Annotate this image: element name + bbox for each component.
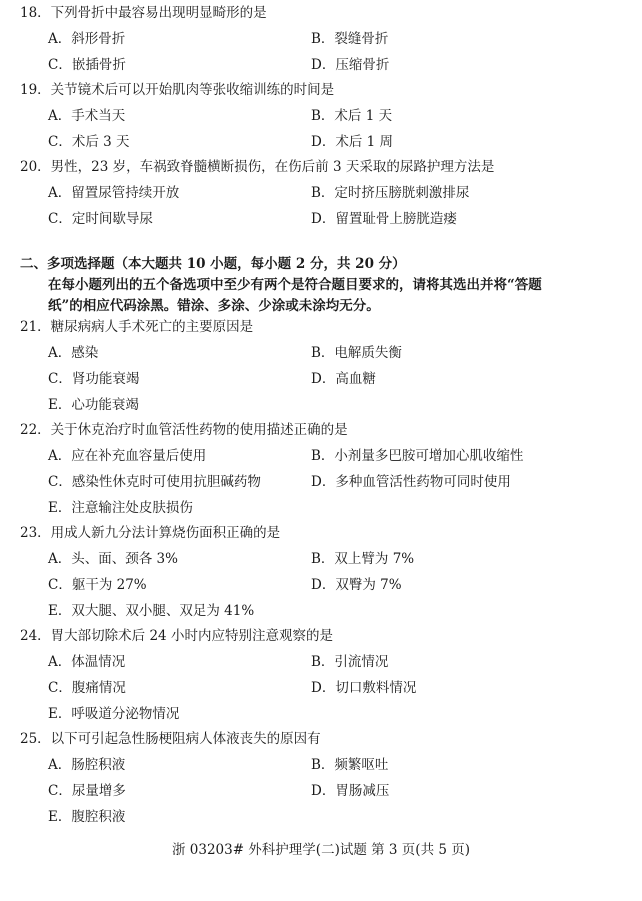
question-18-stem: 18．下列骨折中最容易出现明显畸形的是 — [20, 5, 267, 21]
question-18-option-b: B．裂缝骨折 — [311, 31, 389, 47]
question-23-option-d: D．双臀为 7% — [311, 577, 402, 593]
question-24-option-d: D．切口敷料情况 — [311, 680, 417, 696]
section-title: 二、多项选择题（本大题共 10 小题，每小题 2 分，共 20 分） — [20, 256, 406, 272]
question-22-option-d: D．多种血管活性药物可同时使用 — [311, 474, 511, 490]
question-19-stem: 19．关节镜术后可以开始肌肉等张收缩训练的时间是 — [20, 82, 335, 98]
question-22-option-c: C．感染性休克时可使用抗胆碱药物 — [48, 474, 261, 490]
question-19-option-d: D．术后 1 周 — [311, 134, 393, 150]
question-20-option-d: D．留置耻骨上膀胱造瘘 — [311, 211, 457, 227]
question-20-option-c: C．定时间歇导尿 — [48, 211, 153, 227]
question-22-option-a: A．应在补充血容量后使用 — [48, 448, 207, 464]
question-22-option-b: B．小剂量多巴胺可增加心肌收缩性 — [311, 448, 524, 464]
question-21-option-c: C．肾功能衰竭 — [48, 371, 140, 387]
question-21-option-b: B．电解质失衡 — [311, 345, 402, 361]
question-19-option-a: A．手术当天 — [48, 108, 126, 124]
question-25-option-c: C．尿量增多 — [48, 783, 126, 799]
question-22-stem: 22．关于休克治疗时血管活性药物的使用描述正确的是 — [20, 422, 348, 438]
question-20-stem: 20．男性，23 岁，车祸致脊髓横断损伤，在伤后前 3 天采取的尿路护理方法是 — [20, 159, 495, 175]
question-23-option-b: B．双上臂为 7% — [311, 551, 415, 567]
question-23-option-a: A．头、面、颈各 3% — [48, 551, 178, 567]
question-19-option-c: C．术后 3 天 — [48, 134, 130, 150]
question-25-option-b: B．频繁呕吐 — [311, 757, 389, 773]
question-20-option-a: A．留置尿管持续开放 — [48, 185, 180, 201]
section-instruction-line1: 在每小题列出的五个备选项中至少有两个是符合题目要求的，请将其选出并将“答题 — [48, 277, 542, 293]
question-22-option-e: E．注意输注处皮肤损伤 — [48, 500, 193, 516]
question-21-stem: 21．糖尿病病人手术死亡的主要原因是 — [20, 319, 254, 335]
question-24-option-a: A．体温情况 — [48, 654, 126, 670]
question-21-option-e: E．心功能衰竭 — [48, 397, 139, 413]
question-25-option-a: A．肠腔积液 — [48, 757, 126, 773]
question-25-stem: 25．以下可引起急性肠梗阻病人体液丧失的原因有 — [20, 731, 321, 747]
question-24-option-c: C．腹痛情况 — [48, 680, 126, 696]
question-18-option-a: A．斜形骨折 — [48, 31, 126, 47]
question-23-option-e: E．双大腿、双小腿、双足为 41% — [48, 603, 255, 619]
question-20-option-b: B．定时挤压膀胱刺激排尿 — [311, 185, 470, 201]
page-footer: 浙 03203# 外科护理学(二)试题 第 3 页(共 5 页) — [171, 842, 471, 858]
question-18-option-d: D．压缩骨折 — [311, 57, 390, 73]
question-24-option-b: B．引流情况 — [311, 654, 389, 670]
question-18-option-c: C．嵌插骨折 — [48, 57, 126, 73]
question-19-option-b: B．术后 1 天 — [311, 108, 393, 124]
question-25-option-e: E．腹腔积液 — [48, 809, 126, 825]
question-25-option-d: D．胃肠减压 — [311, 783, 390, 799]
question-24-option-e: E．呼吸道分泌物情况 — [48, 706, 180, 722]
question-23-option-c: C．躯干为 27% — [48, 577, 147, 593]
section-instruction-line2: 纸”的相应代码涂黑。错涂、多涂、少涂或未涂均无分。 — [48, 298, 380, 314]
question-23-stem: 23．用成人新九分法计算烧伤面积正确的是 — [20, 525, 281, 541]
question-21-option-a: A．感染 — [48, 345, 99, 361]
question-24-stem: 24．胃大部切除术后 24 小时内应特别注意观察的是 — [20, 628, 333, 644]
question-21-option-d: D．高血糖 — [311, 371, 376, 387]
